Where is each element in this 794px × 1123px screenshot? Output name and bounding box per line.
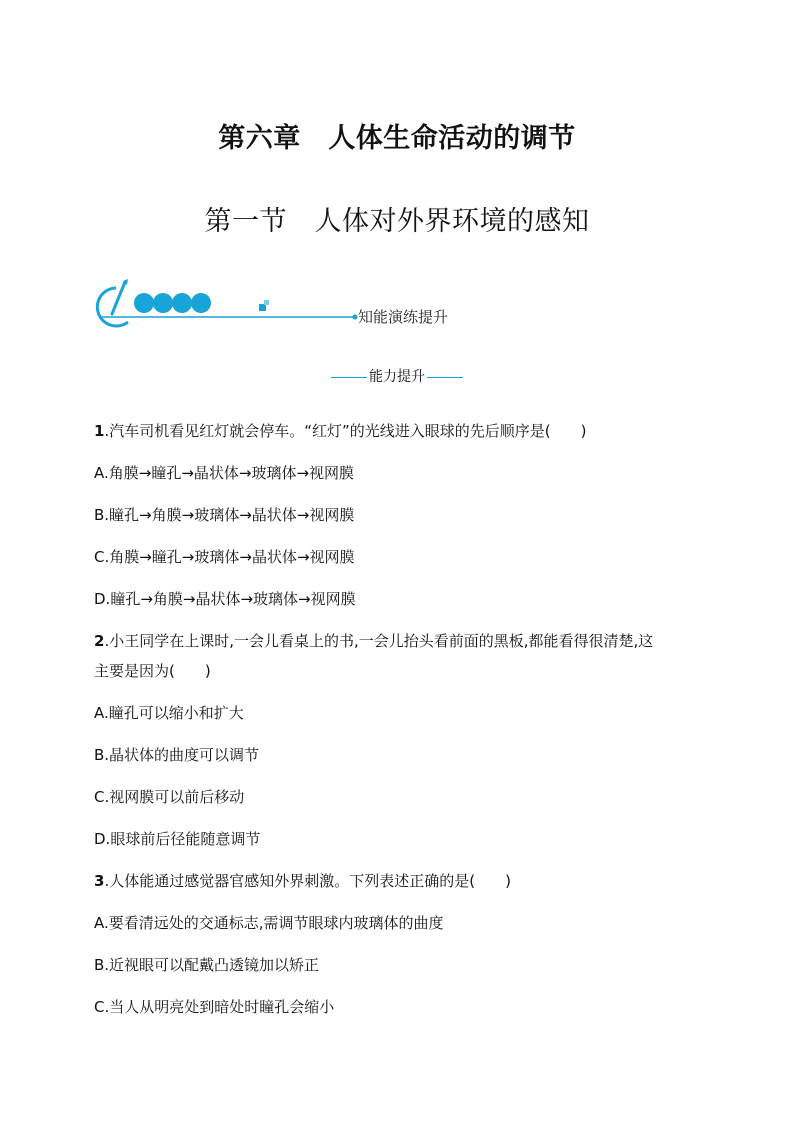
question-1-stem: 1.汽车司机看见红灯就会停车。“红灯”的光线进入眼球的先后顺序是( ) (94, 422, 587, 440)
subheading (0, 366, 794, 386)
chapter-title: 第六章 人体生命活动的调节 (218, 123, 576, 154)
question-1-option-b: B.瞳孔→角膜→玻璃体→晶状体→视网膜 (94, 506, 355, 524)
banner-label: 知能演练提升 (358, 308, 449, 326)
subheading-rule-right (427, 377, 463, 378)
question-2-stem-continued: 主要是因为( ) (94, 662, 211, 680)
question-3-option-a: A.要看清远处的交通标志,需调节眼球内玻璃体的曲度 (94, 914, 444, 932)
subheading-rule-left (331, 377, 367, 378)
question-3-option-c: C.当人从明亮处到暗处时瞳孔会缩小 (94, 998, 335, 1016)
question-1-option-a: A.角膜→瞳孔→晶状体→玻璃体→视网膜 (94, 464, 355, 482)
question-2-option-a: A.瞳孔可以缩小和扩大 (94, 704, 244, 722)
subheading-text: 能力提升 (369, 369, 425, 385)
section-banner (92, 278, 472, 328)
question-3-stem: 3.人体能通过感觉器官感知外界刺激。下列表述正确的是( ) (94, 872, 511, 890)
question-2-option-b: B.晶状体的曲度可以调节 (94, 746, 260, 764)
question-2-option-d: D.眼球前后径能随意调节 (94, 830, 261, 848)
question-2-stem: 2.小王同学在上课时,一会儿看桌上的书,一会儿抬头看前面的黑板,都能看得很清楚,这 (94, 632, 654, 650)
question-1-option-d: D.瞳孔→角膜→晶状体→玻璃体→视网膜 (94, 590, 356, 608)
question-1-option-c: C.角膜→瞳孔→玻璃体→晶状体→视网膜 (94, 548, 355, 566)
question-2-option-c: C.视网膜可以前后移动 (94, 788, 245, 806)
section-title: 第一节 人体对外界环境的感知 (204, 206, 590, 237)
question-3-option-b: B.近视眼可以配戴凸透镜加以矫正 (94, 956, 320, 974)
